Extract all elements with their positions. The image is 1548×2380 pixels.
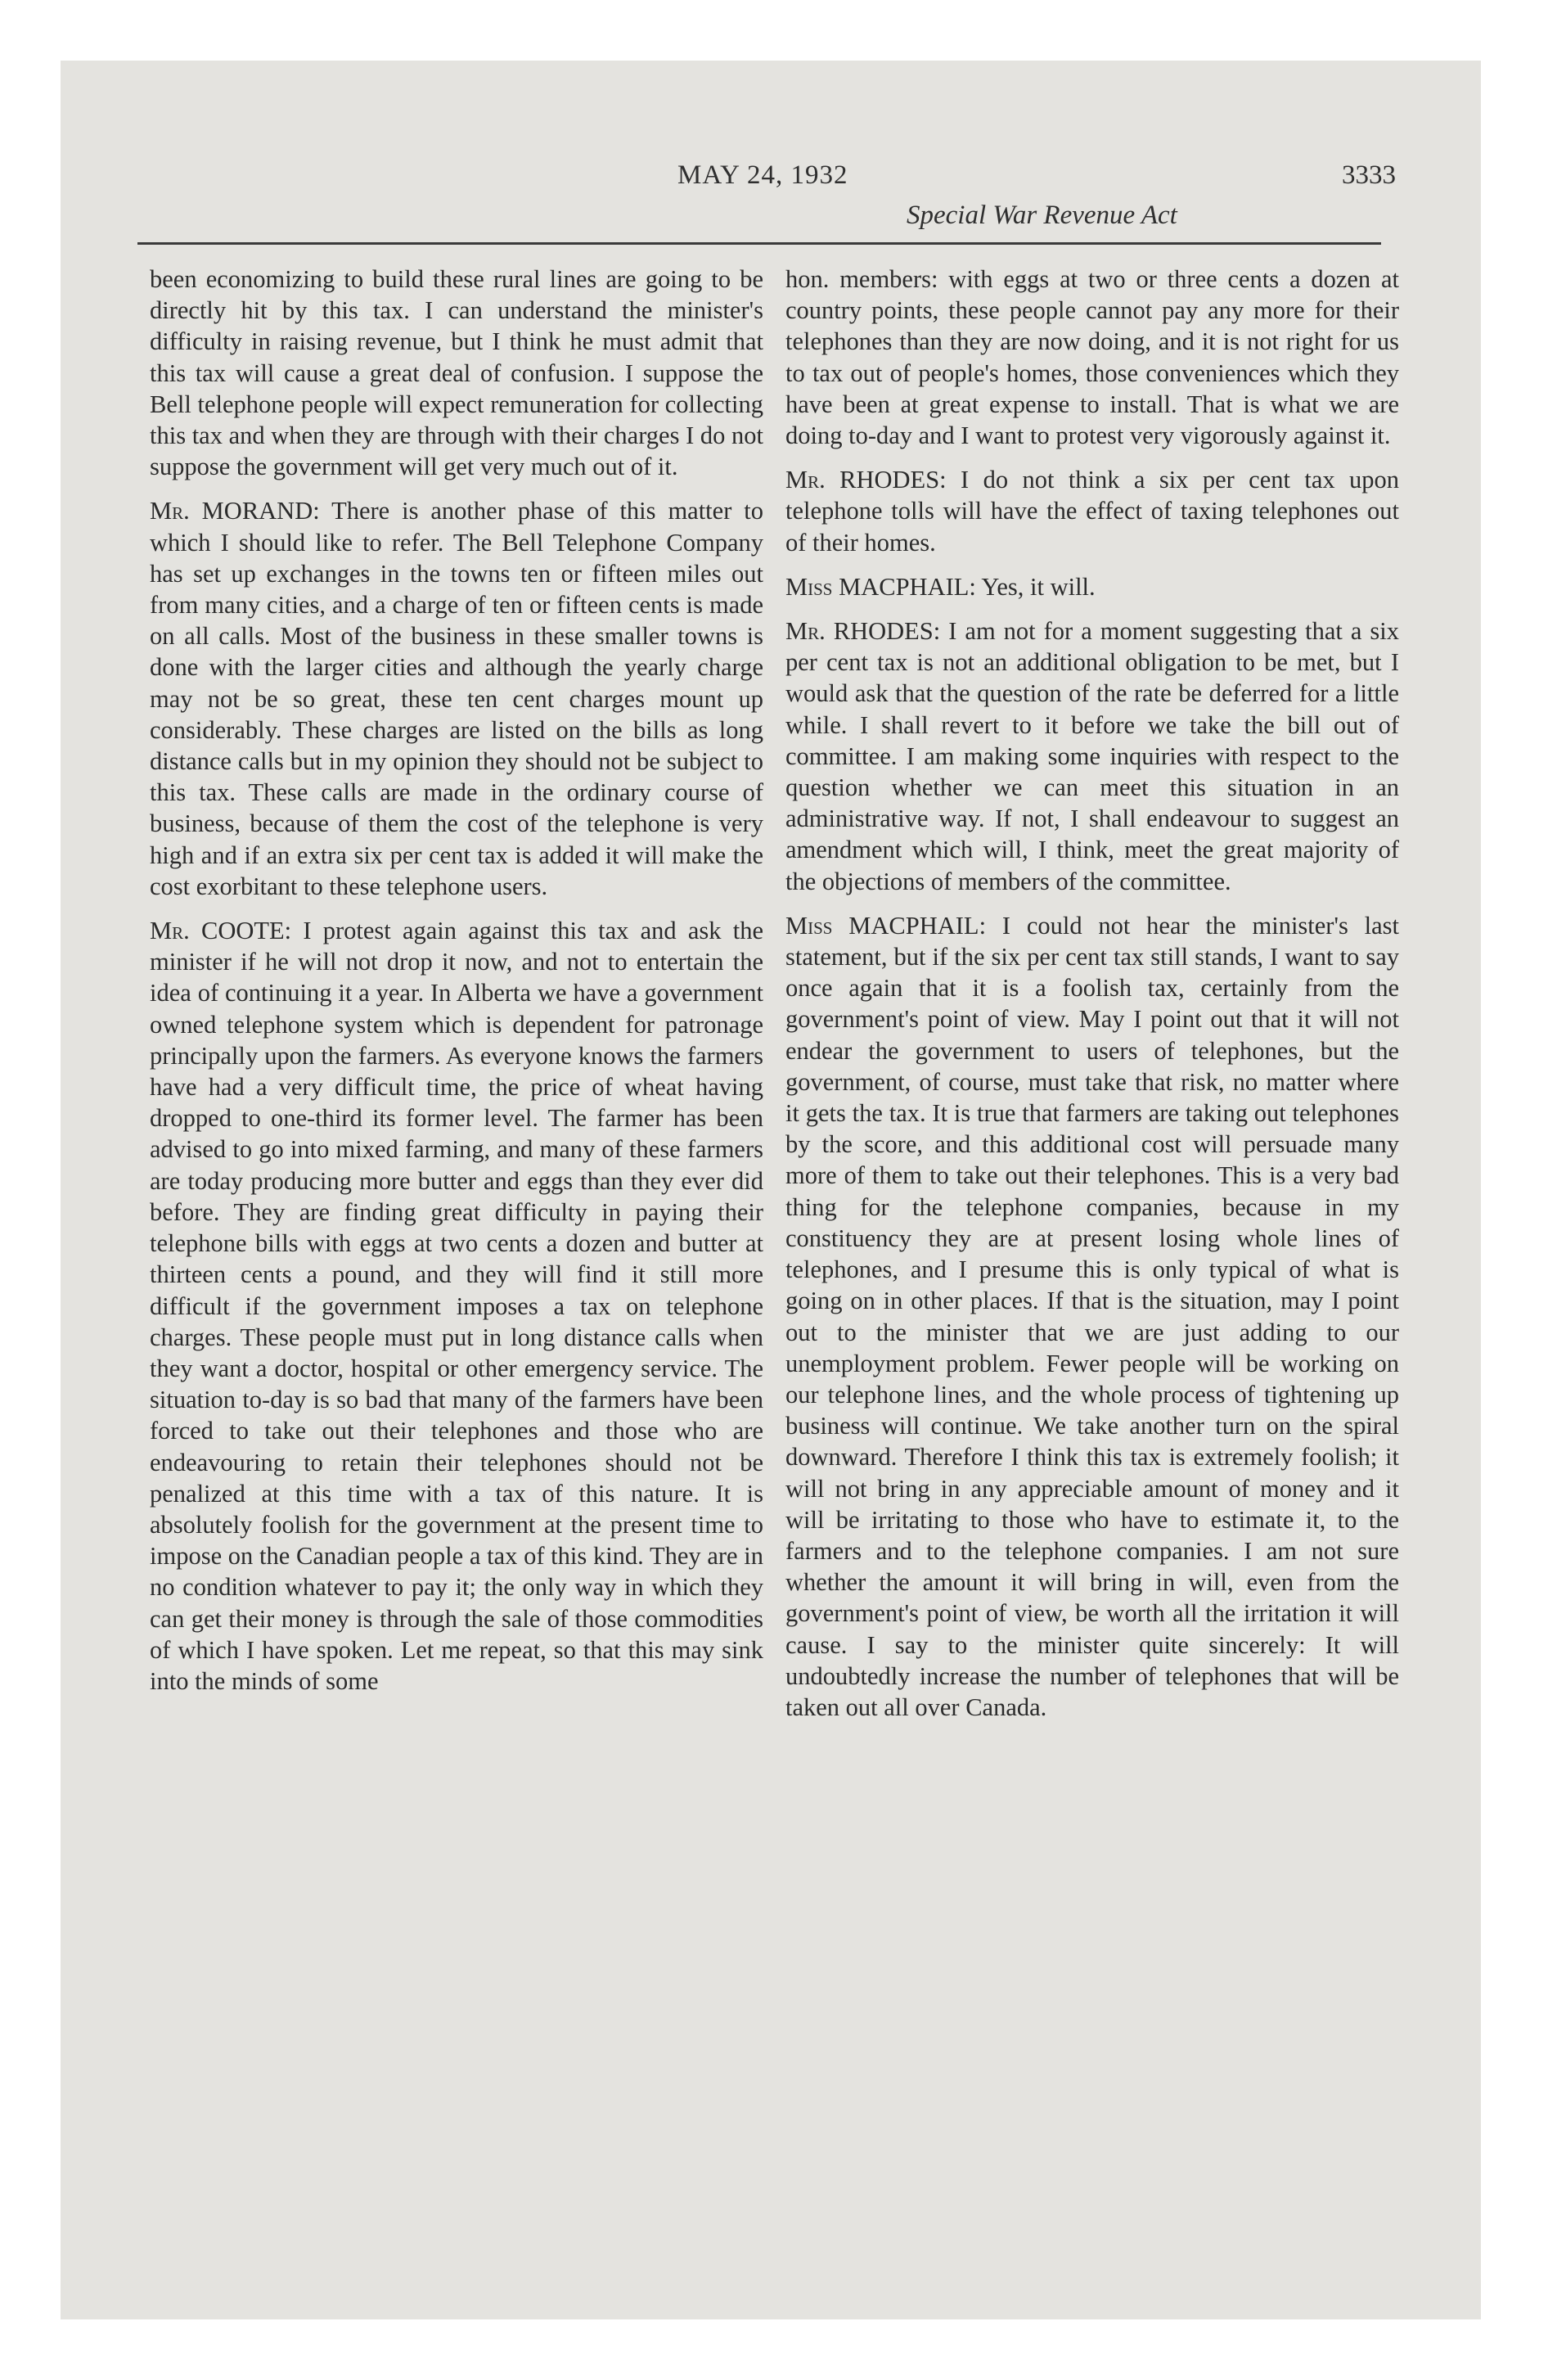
paragraph	[150, 495, 763, 902]
speaker-name: Mr. MORAND:	[150, 497, 320, 525]
paragraph-text: Yes, it will.	[981, 572, 1096, 601]
speaker-name: Mr. RHODES:	[785, 466, 947, 494]
paragraph	[785, 264, 1399, 451]
paragraph	[785, 910, 1399, 1723]
paragraph-text: I protest again against this tax and ask the minister if he will not drop it now, and not to entertain the idea of continuing it a year. In Alberta we have a government owned telephone system which is dependent for patronage principally upon the farmers. As everyone knows the farmers have had a very difficult time, the price of wheat having dropped to one-third its former level. The farmer has been advised to go into mixed farming, and many of these farmers are today producing more butter and eggs than they ever did before. They are finding great difficulty in paying their telephone bills with eggs at two cents a dozen and butter at thirteen cents a pound, and they will find it still more difficult if the government imposes a tax on telephone charges. These people must put in long distance calls when they want a doctor, hospital or other emergency service. The situation to-day is so bad that many of the farmers have been forced to take out their telephones and those who are endeavouring to retain their telephones should not be penalized at this time with a tax of this nature. It is absolutely foolish for the government at the present time to impose on the Canadian people a tax of this kind. They are in no condition whatever to pay it; the only way in which they can get their money is through the sale of those commodities of which I have spoken. Let me repeat, so that this may sink into the minds of some	[150, 917, 763, 1695]
paragraph-text: hon. members: with eggs at two or three cents a dozen at country points, these people cannot pay any more for their telephones than they are now doing, and it is not right for us to tax out of people's homes, those conveniences which they have been at great expense to install. That is what we are doing to-day and I want to protest very vigorously against it.	[785, 265, 1399, 450]
page-date: MAY 24, 1932	[677, 160, 848, 190]
paragraph	[150, 915, 763, 1697]
speaker-name: Miss MACPHAIL:	[785, 572, 976, 601]
speaker-name: Mr. RHODES:	[785, 617, 941, 646]
speaker-name: Mr. COOTE:	[150, 917, 292, 945]
header-rule	[137, 242, 1381, 245]
page-number: 3333	[1342, 160, 1396, 190]
paragraph-text: been economizing to build these rural lines are going to be directly hit by this tax. I can understand the minister's difficulty in raising revenue, but I think he must admit that this tax will cause a great deal of confusion. I suppose the Bell telephone people will expect remuneration for collecting this tax and when they are through with their charges I do not suppose the government will get very much out of it.	[150, 265, 763, 481]
paragraph-text: I do not think a six per cent tax upon telephone tolls will have the effect of taxing telephones out of their homes.	[785, 466, 1399, 557]
paragraph	[785, 464, 1399, 558]
paragraph-text: I am not for a moment suggesting that a six per cent tax is not an additional obligation to be met, but I would ask that the question of the rate be deferred for a little while. I shall revert to it before we take the bill out of committee. I am making some inquiries with respect to the question whether we can meet this situation in an administrative way. If not, I shall endeavour to suggest an amendment which will, I think, meet the great majority of the objections of members of the committee.	[785, 617, 1400, 895]
paragraph	[785, 615, 1399, 897]
paragraph-text: There is another phase of this matter to which I should like to refer. The Bell Telephone Company has set up exchanges in the towns ten or fifteen miles out from many cities, and a charge of ten or fifteen cents is made on all calls. Most of the business in these smaller towns is done with the larger cities and although the yearly charge may not be so great, these ten cent charges mount up considerably. These charges are listed on the bills as long distance calls but in my opinion they should not be subject to this tax. These calls are made in the ordinary course of business, because of them the cost of the telephone is very high and if an extra six per cent tax is added it will make the cost exorbitant to these telephone users.	[150, 497, 763, 900]
left-column	[150, 264, 763, 1697]
speaker-name: Miss MACPHAIL:	[785, 911, 987, 940]
paragraph	[150, 264, 763, 482]
paragraph-text: I could not hear the minister's last statement, but if the six per cent tax still stands, I want to say once again that it is a foolish tax, certainly from the government's point of view. May I point out that it will not endear the government to users of telephones, but the government, of course, must take that risk, no matter where it gets the tax. It is true that farmers are taking out telephones by the score, and this additional cost will persuade many more of them to take out their telephones. This is a very bad thing for the telephone companies, because in my constituency they are at present losing whole lines of telephones, and I presume this is only typical of what is going on in other places. If that is the situation, may I point out to the minister that we are just adding to our unemployment problem. Fewer people will be working on our telephone lines, and the whole process of tightening up business will continue. We take another turn on the spiral downward. Therefore I think this tax is extremely foolish; it will not bring in any appreciable amount of money and it will be irritating to those who have to estimate it, to the farmers and to the telephone companies. I am not sure whether the amount it will bring in will, even from the government's point of view, be worth all the irritation it will cause. I say to the minister quite sincerely: It will undoubtedly increase the number of telephones that will be taken out all over Canada.	[785, 911, 1399, 1721]
right-column	[785, 264, 1399, 1723]
paragraph	[785, 571, 1399, 602]
running-title: Special War Revenue Act	[907, 201, 1177, 230]
